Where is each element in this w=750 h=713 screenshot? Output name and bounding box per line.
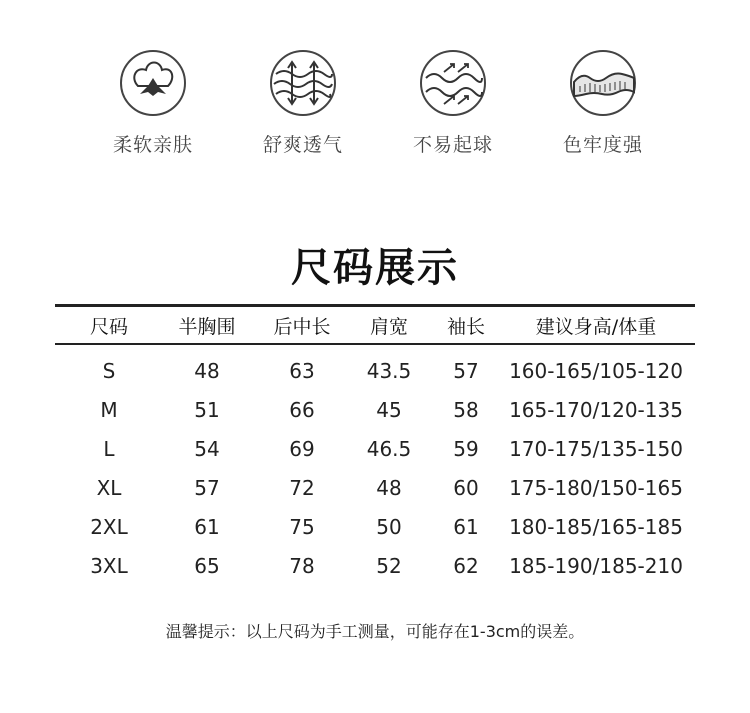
cell-sleeve: 61 (453, 515, 479, 539)
header-shoulder: 肩宽 (369, 316, 408, 338)
cell-back-length: 78 (289, 554, 315, 578)
cell-back-length: 75 (289, 515, 315, 539)
cell-height-weight: 160-165/105-120 (509, 359, 683, 383)
cell-back-length: 72 (289, 476, 315, 500)
anti-pilling-icon (418, 48, 488, 118)
header-half-chest: 半胸围 (178, 316, 236, 338)
table-row (0, 398, 750, 428)
header-height-weight: 建议身高/体重 (535, 316, 657, 338)
cell-sleeve: 58 (453, 398, 479, 422)
cell-half-chest: 54 (194, 437, 220, 461)
feature-label: 舒爽透气 (262, 134, 343, 156)
page-title: 尺码展示 (291, 245, 459, 291)
cell-half-chest: 61 (194, 515, 220, 539)
cell-height-weight: 165-170/120-135 (509, 398, 683, 422)
feature-anti-pilling (378, 48, 528, 157)
table-row (0, 515, 750, 545)
cell-half-chest: 51 (194, 398, 220, 422)
cell-back-length: 69 (289, 437, 315, 461)
header-sleeve: 袖长 (446, 316, 485, 338)
cell-sleeve: 57 (453, 359, 479, 383)
header-size: 尺码 (89, 316, 128, 338)
feature-label: 不易起球 (412, 134, 493, 156)
cell-shoulder: 46.5 (366, 437, 412, 461)
cell-size: S (102, 359, 116, 383)
cell-half-chest: 48 (194, 359, 220, 383)
cell-height-weight: 180-185/165-185 (509, 515, 683, 539)
cell-size: 2XL (90, 515, 128, 539)
colorfast-icon (568, 48, 638, 118)
cell-back-length: 63 (289, 359, 315, 383)
cell-shoulder: 43.5 (366, 359, 412, 383)
cell-size: L (103, 437, 115, 461)
table-row (0, 437, 750, 467)
feature-breathable (228, 48, 378, 157)
cell-shoulder: 45 (376, 398, 402, 422)
cell-sleeve: 59 (453, 437, 479, 461)
table-row (0, 359, 750, 389)
table-row (0, 554, 750, 584)
cell-back-length: 66 (289, 398, 315, 422)
cell-height-weight: 170-175/135-150 (509, 437, 683, 461)
cotton-icon (118, 48, 188, 118)
cell-half-chest: 57 (194, 476, 220, 500)
table-top-rule (55, 304, 695, 307)
cell-shoulder: 48 (376, 476, 402, 500)
features-row (0, 48, 750, 168)
table-header-rule (55, 343, 695, 345)
cell-size: XL (96, 476, 122, 500)
breathable-icon (268, 48, 338, 118)
feature-label: 色牢度强 (562, 134, 643, 156)
cell-sleeve: 60 (453, 476, 479, 500)
feature-colorfast (528, 48, 678, 157)
table-row (0, 476, 750, 506)
cell-height-weight: 175-180/150-165 (509, 476, 683, 500)
cell-shoulder: 52 (376, 554, 402, 578)
cell-shoulder: 50 (376, 515, 402, 539)
measurement-note: 温馨提示：以上尺码为手工测量，可能存在1-3cm的误差。 (165, 622, 585, 641)
cell-half-chest: 65 (194, 554, 220, 578)
table-header (0, 312, 750, 342)
feature-label: 柔软亲肤 (112, 134, 193, 156)
cell-height-weight: 185-190/185-210 (509, 554, 683, 578)
cell-size: 3XL (90, 554, 128, 578)
cell-sleeve: 62 (453, 554, 479, 578)
cell-size: M (100, 398, 118, 422)
feature-soft (78, 48, 228, 157)
header-back-length: 后中长 (273, 316, 331, 338)
